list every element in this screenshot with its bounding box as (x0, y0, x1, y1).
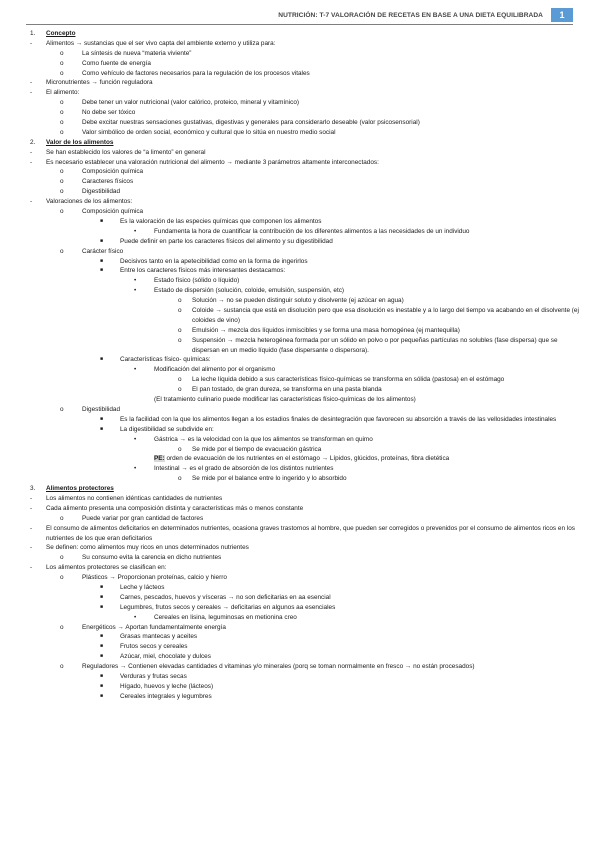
list-marker: • (134, 613, 137, 621)
list-marker: ■ (100, 584, 104, 591)
list-marker: 2. (30, 138, 36, 146)
list-marker: ■ (100, 603, 104, 610)
outline-item (30, 355, 579, 365)
outline-text: Cereales en lisina, leguminosas en metionina creo (154, 613, 297, 621)
outline-text: Características físico- químicas: (120, 356, 211, 364)
outline-item (30, 553, 579, 563)
outline-item (30, 632, 579, 642)
outline-item (30, 336, 579, 356)
page-header (26, 6, 573, 25)
outline-text: Es la valoración de las especies químicas que componen los alimentos (120, 217, 322, 225)
outline-text: Azúcar, miel, chocolate y dulces (120, 653, 211, 661)
outline-item (30, 306, 579, 326)
outline-text: Valoraciones de los alimentos: (46, 198, 133, 206)
outline-item (30, 692, 579, 702)
list-marker: • (134, 435, 137, 443)
list-marker: ■ (100, 643, 104, 650)
outline-item (30, 266, 579, 276)
list-marker: ■ (100, 682, 104, 689)
list-marker: o (60, 168, 64, 176)
list-marker: o (178, 445, 182, 453)
outline-text: Debe tener un valor nutricional (valor calórico, proteico, mineral y vitamínico) (82, 99, 300, 107)
list-marker: o (60, 119, 64, 127)
outline-item (30, 494, 579, 504)
list-marker: ■ (100, 425, 104, 432)
outline-text: Se definen: como alimentos muy ricos en unos determinados nutrientes (46, 544, 249, 552)
outline-text: Debe excitar nuestras sensaciones gustativas, digestivas y generales para considerarlo deseable (valor psicosensorial) (82, 119, 420, 127)
list-marker: o (178, 376, 182, 384)
outline-item (30, 672, 579, 682)
list-marker: o (178, 326, 182, 334)
list-marker: o (60, 109, 64, 117)
list-marker: ■ (100, 673, 104, 680)
list-marker: o (60, 69, 64, 77)
outline-item (30, 474, 579, 484)
list-marker: ■ (100, 593, 104, 600)
list-marker: - (30, 158, 33, 166)
list-marker: o (60, 49, 64, 57)
outline-text: Energéticos → Aportan fundamentalmente energía (82, 623, 226, 631)
outline-text: Reguladores → Contienen elevadas cantidades d vitaminas y/o minerales (porq se toman normalmente en fresco → no están procesados) (82, 663, 475, 671)
list-marker: ■ (100, 633, 104, 640)
outline-item (30, 385, 579, 395)
list-marker: ■ (100, 217, 104, 224)
outline-item (30, 128, 579, 138)
list-marker: ■ (100, 356, 104, 363)
list-marker: 1. (30, 30, 36, 37)
outline-item (30, 662, 579, 672)
outline-text: Alimentos protectores (46, 485, 114, 493)
outline-item (30, 514, 579, 524)
outline-text: Emulsión → mezcla dos líquidos inmiscibles y se forma una masa homogénea (ej mantequilla) (192, 326, 460, 334)
list-marker: • (134, 366, 137, 374)
outline-item (30, 445, 579, 455)
outline-text: Alimentos → sustancias que el ser vivo capta del ambiente externo y utiliza para: (46, 39, 276, 47)
outline-text: Verduras y frutas secas (120, 673, 187, 681)
outline-text: Se mide por el tiempo de evacuación gástrica (192, 445, 322, 453)
list-marker: o (60, 59, 64, 67)
list-marker: o (60, 247, 64, 255)
outline-text-group (154, 454, 579, 464)
outline-item (30, 207, 579, 217)
list-marker: o (178, 306, 182, 314)
outline-item (30, 395, 579, 405)
list-marker: - (30, 504, 33, 512)
outline-item (30, 504, 579, 514)
outline-item (30, 454, 579, 464)
outline-item (30, 603, 579, 613)
list-marker: o (60, 178, 64, 186)
outline-item (30, 682, 579, 692)
outline-text: La leche líquida debido a sus características físico-químicas se transforma en sólida (pastosa) en el estómago (192, 376, 505, 384)
list-marker: ■ (100, 257, 104, 264)
outline-text: Modificación del alimento por el organismo (154, 366, 276, 374)
outline-text: Valor de los alimentos (46, 138, 114, 146)
outline-text: Los alimentos protectores se clasifican en: (46, 564, 167, 572)
outline-text: Carnes, pescados, huevos y vísceras → no son deficitarias en aa esencial (120, 593, 331, 601)
list-marker: - (30, 79, 33, 87)
list-marker: - (30, 89, 33, 97)
outline-text: Suspensión → mezcla heterogénea formada por un sólido en polvo o por pequeñas partículas no solubles (fase dispersa) que se dispersan en un medio líquido (fase dispersante o dispersora). (192, 336, 558, 354)
outline-text: La digestibilidad se subdivide en: (120, 425, 214, 433)
outline-text: orden de evacuación de los nutrientes en el estómago → Lípidos, glúcidos, proteínas, fibra dietética (166, 455, 450, 463)
page-number-badge: 1 (551, 8, 573, 22)
outline-text: El alimento: (46, 89, 80, 97)
list-marker: - (30, 148, 33, 156)
list-marker: o (60, 554, 64, 562)
outline-item (30, 217, 579, 227)
list-marker: o (60, 188, 64, 196)
outline-text: Composición química (82, 208, 144, 216)
outline-item (30, 642, 579, 652)
list-marker: o (60, 99, 64, 107)
outline-text: Micronutrientes → función reguladora (46, 79, 153, 87)
outline-item (30, 543, 579, 553)
outline-item (30, 286, 579, 296)
list-marker: o (178, 336, 182, 344)
outline-item (30, 39, 579, 49)
outline-item (30, 405, 579, 415)
list-marker: ■ (100, 267, 104, 274)
list-marker: o (178, 386, 182, 394)
outline-item (30, 563, 579, 573)
outline-item (30, 88, 579, 98)
outline-item (30, 276, 579, 286)
list-marker: • (134, 227, 137, 235)
list-marker: o (60, 128, 64, 136)
outline-item (30, 257, 579, 267)
outline-item (30, 464, 579, 474)
outline-text: La síntesis de nueva “materia viviente” (82, 49, 192, 57)
outline-item (30, 148, 579, 158)
outline-text: Valor simbólico de orden social, económico y cultural que lo sitúa en nuestro medio social (82, 128, 336, 136)
outline-item (30, 167, 579, 177)
outline-item (30, 435, 579, 445)
outline-text: Es la facilidad con la que los alimentos llegan a los estadios finales de desintegración que favorecen su absorción a través de las vellosidades intestinales (120, 415, 557, 423)
outline-text: El pan tostado, de gran dureza, se transforma en una pasta blanda (192, 386, 382, 394)
outline-text: Se mide por el balance entre lo ingerido y lo absorbido (192, 475, 347, 483)
outline-text: Se han establecido los valores de “a limento” en general (46, 148, 206, 156)
document-body (30, 29, 579, 702)
outline-item (30, 197, 579, 207)
outline-item (30, 425, 579, 435)
outline-text: Cada alimento presenta una composición distinta y características más o menos constante (46, 504, 304, 512)
list-marker: ■ (100, 653, 104, 660)
list-marker: o (60, 208, 64, 216)
outline-item (30, 415, 579, 425)
outline-text: Digestibilidad (82, 405, 121, 413)
outline-text: No debe ser tóxico (82, 109, 136, 117)
list-marker: - (30, 39, 33, 47)
list-marker: o (178, 475, 182, 483)
outline-item (30, 49, 579, 59)
section-heading (30, 29, 579, 39)
outline-item (30, 613, 579, 623)
outline-text: Frutos secos y cereales (120, 643, 188, 651)
list-marker: - (30, 198, 33, 206)
outline-item (30, 296, 579, 306)
outline-text: Grasas mantecas y aceites (120, 633, 198, 641)
list-marker: - (30, 544, 33, 552)
list-marker: ■ (100, 237, 104, 244)
list-marker: - (30, 524, 33, 532)
outline-item (30, 583, 579, 593)
outline-text: Digestibilidad (82, 188, 121, 196)
outline-text: Su consumo evita la carencia en dicho nutrientes (82, 554, 222, 562)
list-marker: • (134, 287, 137, 295)
outline-text: Decisivos tanto en la apetecibilidad como en la forma de ingerirlos (120, 257, 308, 265)
outline-text: Intestinal → es el grado de absorción de los distintos nutrientes (154, 465, 334, 473)
list-marker: o (60, 405, 64, 413)
section-heading (30, 138, 579, 148)
list-marker: o (60, 514, 64, 522)
outline-item (30, 593, 579, 603)
outline-text: Es necesario establecer una valoración nutricional del alimento → mediante 3 parámetros altamente interconectados: (46, 158, 379, 166)
outline-text: Gástrica → es la velocidad con la que los alimentos se transforman en quimo (154, 435, 373, 443)
outline-item (30, 177, 579, 187)
list-marker: - (30, 494, 33, 502)
outline-item (30, 158, 579, 168)
outline-text: Solución → no se pueden distinguir soluto y disolvente (ej azúcar en agua) (192, 297, 404, 305)
outline-item (30, 98, 579, 108)
outline-text: Leche y lácteos (120, 584, 165, 592)
outline-text: Coloide → sustancia que está en disolución pero que esa disolución es inestable y a lo largo del tiempo va acabando en el disolvente (ej coloides de vino) (192, 306, 579, 324)
outline-item (30, 227, 579, 237)
outline-item (30, 326, 579, 336)
document-title: NUTRICIÓN: T-7 VALORACIÓN DE RECETAS EN BASE A UNA DIETA EQUILIBRADA (278, 11, 543, 19)
list-marker: o (60, 663, 64, 671)
outline-item (30, 375, 579, 385)
outline-text: Hígado, huevos y leche (lácteos) (120, 682, 214, 690)
list-marker: ■ (100, 415, 104, 422)
outline-item (30, 247, 579, 257)
outline-item (30, 524, 579, 544)
outline-text: (El tratamiento culinario puede modificar las características físico-químicas de los alimentos) (154, 396, 416, 404)
outline-item (30, 237, 579, 247)
outline-item (30, 69, 579, 79)
outline-item (30, 78, 579, 88)
outline-text: Concepto (46, 30, 76, 37)
list-marker: ■ (100, 692, 104, 699)
outline-item (30, 108, 579, 118)
list-marker: o (178, 297, 182, 305)
section-heading (30, 484, 579, 494)
outline-text: Plásticos → Proporcionan proteínas, calcio y hierro (82, 574, 227, 582)
outline-text: Como vehículo de factores necesarios para la regulación de los procesos vitales (82, 69, 310, 77)
outline-text: Estado físico (sólido o líquido) (154, 277, 240, 285)
outline-text: Puede variar por gran cantidad de factores (82, 514, 204, 522)
outline-text: Fundamenta la hora de cuantificar la contribución de los diferentes alimentos a las necesidades de un individuo (154, 227, 470, 235)
outline-item (30, 652, 579, 662)
outline-text: Estado de dispersión (solución, coloide, emulsión, suspensión, etc) (154, 287, 345, 295)
outline-text: Caracteres físicos (82, 178, 134, 186)
list-marker: • (134, 277, 137, 285)
outline-text: Carácter físico (82, 247, 124, 255)
list-marker: - (30, 564, 33, 572)
outline-item (30, 59, 579, 69)
outline-text: Como fuente de energía (82, 59, 151, 67)
list-marker: 3. (30, 485, 36, 493)
outline-text: El consumo de alimentos deficitarios en determinados nutrientes, ocasiona graves trastornos al hombre, que pueden ser corregidos o prevenidos por el consumo de alimentos ricos en los nutrientes de los que eran deficitarios (46, 524, 575, 542)
list-marker: • (134, 465, 137, 473)
outline-text: Cereales integrales y legumbres (120, 692, 212, 700)
list-marker: o (60, 623, 64, 631)
outline-item (30, 118, 579, 128)
outline-text: Puede definir en parte los caracteres físicos del alimento y su digestibilidad (120, 237, 333, 245)
outline-item (30, 365, 579, 375)
outline-text: Legumbres, frutos secos y cereales → deficitarias en algunos aa esenciales (120, 603, 336, 611)
list-marker: o (60, 574, 64, 582)
outline-item (30, 623, 579, 633)
highlight-label: PE: (154, 455, 165, 463)
outline-item (30, 573, 579, 583)
outline-item (30, 187, 579, 197)
outline-text: Composición química (82, 168, 144, 176)
outline-text: Los alimentos no contienen idénticas cantidades de nutrientes (46, 494, 223, 502)
outline-text: Entre los caracteres físicos más interesantes destacamos: (120, 267, 286, 275)
